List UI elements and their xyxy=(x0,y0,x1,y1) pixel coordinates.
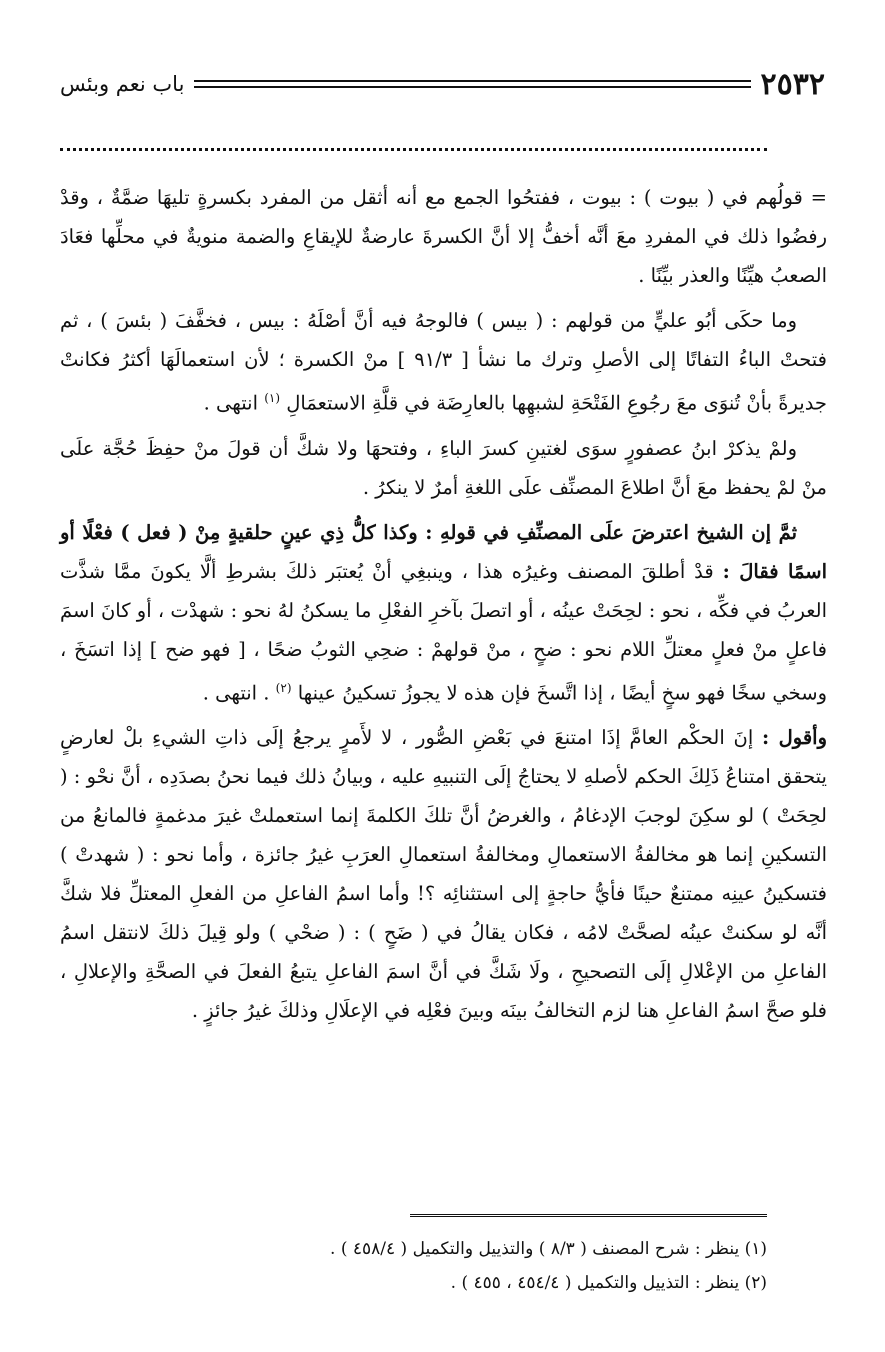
header-rule xyxy=(194,80,750,88)
paragraph-text: إنَ الحكْم العامَّ إذَا امتنعَ في بَعْضِ الصُّور ، لا لأَمرٍ يرجعُ إلَى ذاتِ الشيءِ بلْ لعارضٍ يتحقق امتناعُ ذَلِكَ الحكم لأصلهِ لا يحتاجُ إلَى التنبيهِ عليه ، وبيانُ ذلك فيما نحنُ بصدَدِه ، أنَّ نحْو : ( لحِحَتْ ) لو سكِنَ لوجبَ الإدغامُ ، والغرضُ أنَّ تلكَ الكلمةَ إنما استعملتْ غيرَ مدغمةٍ فالمانعُ من التسكينِ إنما هو مخالفةُ الاستعمالِ ومخالفةُ استعمالِ العرَبِ غيرُ جائزة ، وأما نحو : ( شهدتْ ) فتسكينُ عينِه ممتنعٌ حينًا فأيُّ حاجةٍ إلى استثنائِه ؟! وأما اسمُ الفاعلِ من الفعلِ المعتلِّ فلا شكَّ أنَّه لو سكنتْ عينُه لصحَّتْ لامُه ، فكان يقالُ في ( ضَحٍ ) : ( ضحْي ) ولو قِيلَ ذلكَ لانتقل اسمُ الفاعلِ من الإعْلالِ إلَى التصحيحِ ، ولَا شَكَّ في أنَّ اسمَ الفاعلِ يتبعُ الفعلَ في الصحَّةِ والإعلالِ ، فلو صحَّ اسمُ الفاعلِ هنا لزم التخالفُ بينَه وبينَ فعْلِه في الإعلَالِ وذلكَ غيرُ جائزٍ . xyxy=(60,726,827,1022)
paragraph-4 xyxy=(60,513,827,713)
paragraph-text-tail: . انتهى . xyxy=(202,681,270,704)
paragraph-text-tail: انتهى . xyxy=(203,391,258,415)
quoted-heading: ثمَّ إن الشيخ اعترضَ علَى المصنِّفِ في قولهِ : وكذا كلُّ ذِي عينٍ حلقيةٍ مِنْ ( فعل ) فعْلًا أو اسمًا فقالَ : xyxy=(60,520,828,583)
main-text xyxy=(60,178,827,1036)
footnote-1: (١) ينظر : شرح المصنف ( ٨/٣ ) والتذييل والتكميل ( ٤٥٨/٤ ) . xyxy=(330,1239,767,1259)
footnote-ref-2[interactable]: (٢) xyxy=(275,680,292,695)
footnotes xyxy=(120,1232,767,1300)
paragraph-text: ولمْ يذكرْ ابنُ عصفورٍ سوَى لغتينِ كسرَ الباءِ ، وفتحهَا ولا شكَّ أن قولَ منْ حفِظَ حُجَّة علَى منْ لمْ يحفظ معَ أنَّ اطلاعَ المصنِّف علَى اللغةِ أمرٌ لا ينكرُ . xyxy=(60,436,827,499)
paragraph-3 xyxy=(60,429,827,507)
footnote-ref-1[interactable]: (١) xyxy=(264,391,281,405)
page-header xyxy=(60,64,825,104)
page-number: ٢٥٣٢ xyxy=(760,66,825,102)
paragraph-text: = قولُهم في ( بيوت ) : بيوت ، ففتحُوا الجمع مع أنه أثقل من المفرد بكسرةٍ تليهَا ضمَّةٌ ، وقدْ رفضُوا ذلك في المفردِ معَ أنَّه أخفُّ إلا أنَّ الكسرةَ عارضةٌ للإيقاعِ والضمة منويةٌ في محلِّها فعَادَ الصعبُ هيِّنًا والعذر بيِّنًا . xyxy=(60,186,827,287)
chapter-title: باب نعم وبئس xyxy=(60,72,185,96)
quoted-heading: وأقول : xyxy=(762,726,828,749)
paragraph-text: وما حكَى أبُو عليٍّ من قولهم : ( بيس ) فالوجهُ فيه أنَّ أصْلَهُ : بيس ، فخفَّفَ ( بئسَ ) ، ثم فتحتْ الباءُ التفاتًا إلى الأصلِ وترك ما نشأ [ ٩١/٣ ] منْ الكسرة ؛ لأن استعمالَهَا أكثرُ فكانتْ جديرةً بأنْ تُنوَى معَ رجُوعِ الفَتْحَةِ لشبهِها بالعارِضَة في قلَّةِ الاستعمَالِ xyxy=(60,309,827,415)
paragraph-1 xyxy=(60,178,827,295)
footnote-2: (٢) ينظر : التذييل والتكميل ( ٤٥٤/٤ ، ٤٥٥ ) . xyxy=(450,1273,767,1293)
dotted-divider xyxy=(60,148,767,151)
paragraph-5 xyxy=(60,718,827,1030)
paragraph-text: قدْ أطلقَ المصنف وغيرُه هذا ، وينبغِي أنْ يُعتبَر ذلكَ بشرطِ ألَّا يكونَ ممَّا شذَّت العربُ في فكِّه ، نحو : لحِحَتْ عينُه ، أو اتصلَ بآخرِ الفعْلِ ما يسكنُ لهُ نحو : شهدْت ، أو كانَ اسمَ فاعلٍ منْ فعلٍ معتلِّ اللام نحو : ضحٍ ، منْ قولهمْ : ضحِي الثوبُ ضحًا ، [ فهو ضح ] إذا اتسَخَ ، وسخي سخًا فهو سخٍ أيضًا ، إذا اتَّسخَ فإن هذه لا يجوزُ تسكينُ عينها xyxy=(60,559,827,704)
footnote-rule xyxy=(410,1214,767,1217)
paragraph-2 xyxy=(60,301,827,423)
